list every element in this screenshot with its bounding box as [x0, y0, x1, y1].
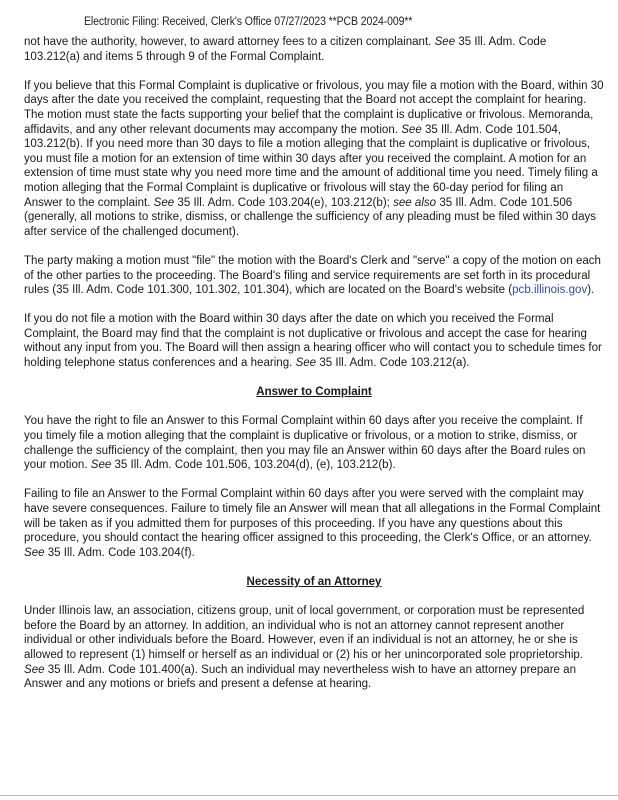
- pcb-website-link[interactable]: pcb.illinois.gov: [512, 284, 588, 297]
- paragraph-filing-service: The party making a motion must "file" the motion with the Board's Clerk and "serve" a copy of the motion on each of the other parties to the proceeding. The Board's filing and service requirements are set forth in its procedural rules (35 Ill. Adm. Code 101.300, 101.302, 101.304), which are located on the Board's website (pcb.illinois.gov).: [24, 254, 601, 297]
- paragraph-failing-to-answer: Failing to file an Answer to the Formal Complaint within 60 days after you were served with the complaint may have severe consequences. Failure to timely file an Answer will mean that all allegations in the Formal Complaint will be taken as if you admitted them for purposes of this proceeding. If you have any questions about this procedure, you should contact the hearing officer assigned to this proceeding, the Clerk's Office, or an attorney. See 35 Ill. Adm. Code 103.204(f).: [24, 488, 601, 559]
- heading-necessity-of-attorney: Necessity of an Attorney: [246, 575, 382, 588]
- paragraph-right-to-answer: You have the right to file an Answer to this Formal Complaint within 60 days after you receive the complaint. If you timely file a motion alleging that the complaint is duplicative or frivolous, or a motion to strike, dismiss, or challenge the sufficiency of the complaint, then you may file an Answer within 60 days after the Board rules on your motion. See 35 Ill. Adm. Code 101.506, 103.204(d), (e), 103.212(b).: [24, 415, 586, 472]
- heading-answer-to-complaint: Answer to Complaint: [256, 386, 372, 399]
- document-body: [24, 35, 604, 706]
- filing-stamp: Electronic Filing: Received, Clerk's Office 07/27/2023 **PCB 2024-009**: [84, 14, 413, 28]
- paragraph-no-motion: If you do not file a motion with the Board within 30 days after the date on which you received the Formal Complaint, the Board may find that the complaint is not duplicative or frivolous and accept the case for hearing without any input from you. The Board will then assign a hearing officer who will contact you to schedule times for holding telephone status conferences and a hearing. See 35 Ill. Adm. Code 103.212(a).: [24, 313, 602, 370]
- paragraph-attorney-fees: not have the authority, however, to award attorney fees to a citizen complainant. See 35 Ill. Adm. Code 103.212(a) and items 5 through 9 of the Formal Complaint.: [24, 36, 547, 63]
- paragraph-attorney-requirement: Under Illinois law, an association, citizens group, unit of local government, or corporation must be represented before the Board by an attorney. In addition, an individual who is not an attorney cannot represent another individual or other individuals before the Board. However, even if an individual is not an attorney, he or she is allowed to represent (1) himself or herself as an individual or (2) his or her unincorporated sole proprietorship. See 35 Ill. Adm. Code 101.400(a). Such an individual may nevertheless wish to have an attorney prepare an Answer and any motions or briefs and present a defense at hearing.: [24, 605, 585, 691]
- paragraph-duplicative-frivolous: If you believe that this Formal Complaint is duplicative or frivolous, you may file a motion with the Board, within 30 days after the date you received the complaint, requesting that the Board not accept the complaint for hearing. The motion must state the facts supporting your belief that the complaint is duplicative or frivolous. Memoranda, affidavits, and any other relevant documents may accompany the motion. See 35 Ill. Adm. Code 101.504, 103.212(b). If you need more than 30 days to file a motion alleging that the complaint is duplicative or frivolous, you must file a motion for an extension of time within 30 days after you received the complaint. A motion for an extension of time must state why you need more time and the amount of additional time you need. Timely filing a motion alleging that the Formal Complaint is duplicative or frivolous will stay the 60-day period for filing an Answer to the complaint. See 35 Ill. Adm. Code 103.204(e), 103.212(b); see also 35 Ill. Adm. Code 101.506 (generally, all motions to strike, dismiss, or challenge the sufficiency of any pleading must be filed within 30 days after service of the challenged document).: [24, 79, 604, 238]
- page-bottom-divider: [0, 795, 618, 796]
